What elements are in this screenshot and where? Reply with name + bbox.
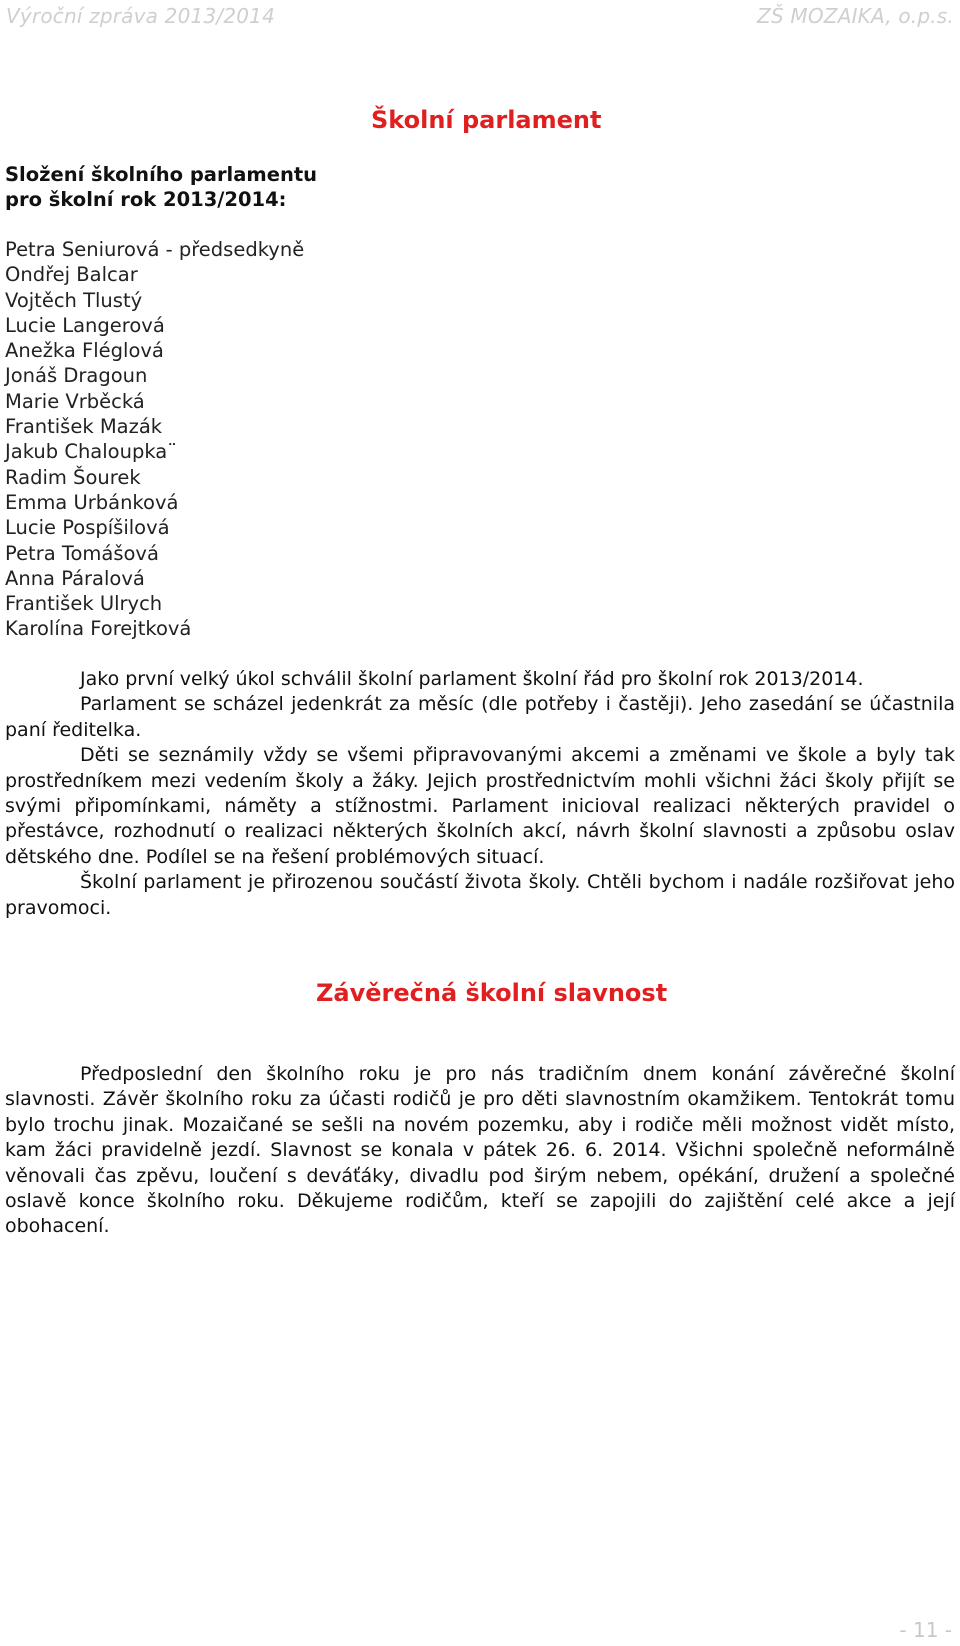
composition-heading [5, 162, 317, 212]
members-list [5, 237, 304, 642]
section-title-slavnost: Závěrečná školní slavnost [316, 979, 668, 1007]
member-item: Lucie Pospíšilová [5, 516, 170, 540]
member-item: Jonáš Dragoun [5, 364, 148, 388]
member-item: Anežka Fléglová [5, 339, 164, 363]
page-number: - 11 - [899, 1618, 952, 1642]
member-item: Petra Seniurová - předsedkyně [5, 238, 305, 261]
member-item: Marie Vrběcká [5, 389, 145, 413]
member-item: Ondřej Balcar [5, 263, 138, 287]
member-item: Radim Šourek [5, 465, 141, 489]
member-item: Anna Páralová [5, 566, 145, 590]
parlament-body [5, 667, 955, 921]
parlament-paragraph: Jako první velký úkol schválil školní parlament školní řád pro školní rok 2013/2014. [80, 668, 864, 690]
member-item: František Ulrych [5, 592, 163, 616]
section-title-parlament: Školní parlament [371, 106, 602, 134]
member-item: Jakub Chaloupka¨ [5, 440, 177, 464]
slavnost-body [5, 1062, 955, 1240]
member-item: Lucie Langerová [5, 313, 165, 337]
member-item: Karolína Forejtková [5, 617, 192, 641]
parlament-paragraph: Děti se seznámily vždy se všemi připravovanými akcemi a změnami ve škole a byly tak prostředníkem mezi vedením školy a žáky. Jejich prostřednictvím mohli všichni žáci školy přijít se svými připomínkami, náměty a stížnostmi. Parlament inicioval realizaci některých pravidel o přestávce, rozhodnutí o realizaci některých školních akcí, návrh školní slavnosti a způsobu oslav dětského dne. Podílel se na řešení problémových situací. [5, 744, 955, 868]
composition-heading-line2: pro školní rok 2013/2014: [5, 188, 287, 211]
member-item: Emma Urbánková [5, 490, 179, 514]
member-item: Vojtěch Tlustý [5, 288, 143, 312]
parlament-paragraph: Školní parlament je přirozenou součástí života školy. Chtěli bychom i nadále rozšiřovat jeho pravomoci. [5, 871, 955, 919]
slavnost-paragraph: Předposlední den školního roku je pro nás tradičním dnem konání závěrečné školní slavnosti. Závěr školního roku za účasti rodičů je pro děti slavnostním okamžikem. Tentokrát tomu bylo trochu jinak. Mozaičané se sešli na novém pozemku, aby i rodiče měli možnost vidět místo, kam žáci pravidelně jezdí. Slavnost se konala v pátek 26. 6. 2014. Všichni společně neformálně věnovali čas zpěvu, loučení s deváťáky, divadlu pod širým nebem, opékání, družení a společné oslavě konce školního roku. Děkujeme rodičům, kteří se zapojili do zajištění celé akce a její obohacení. [5, 1063, 955, 1238]
parlament-paragraph: Parlament se scházel jedenkrát za měsíc (dle potřeby i častěji). Jeho zasedání se účastnila paní ředitelka. [5, 693, 955, 741]
header-right-text: ZŠ MOZAIKA, o.p.s. [757, 4, 954, 28]
header-left-text: Výroční zpráva 2013/2014 [6, 4, 276, 28]
member-item: Petra Tomášová [5, 541, 159, 565]
member-item: František Mazák [5, 415, 163, 439]
composition-heading-line1: Složení školního parlamentu [5, 163, 318, 186]
